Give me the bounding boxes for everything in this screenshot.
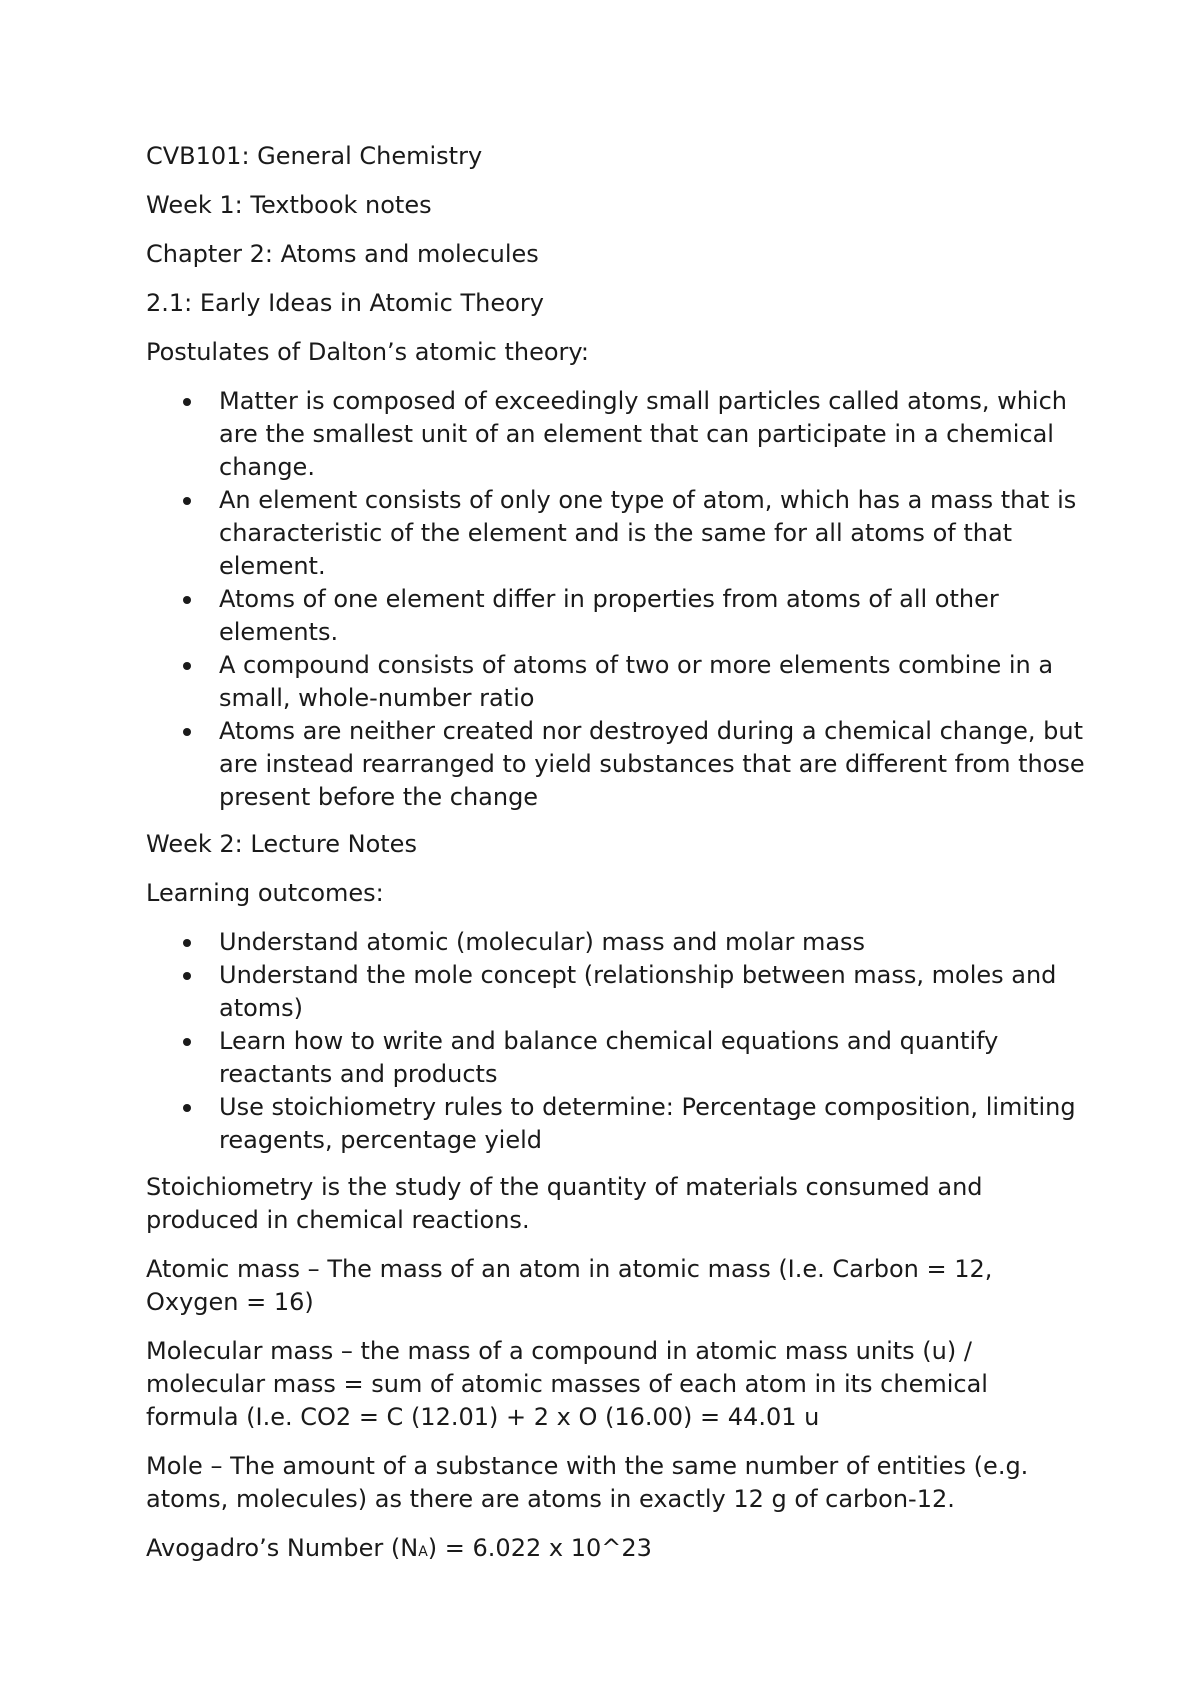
avogadro-number <box>146 1532 1086 1569</box>
list-item: Use stoichiometry rules to determine: Percentage composition, limiting reagents, percentage yield <box>146 1091 1086 1157</box>
list-item: An element consists of only one type of atom, which has a mass that is characteristic of the element and is the same for all atoms of that element. <box>146 484 1086 583</box>
avogadro-prefix: Avogadro’s Number (N <box>146 1534 419 1562</box>
outcomes-list <box>146 926 1086 1157</box>
mole-definition: Mole – The amount of a substance with the same number of entities (e.g. atoms, molecules) as there are atoms in exactly 12 g of carbon-12. <box>146 1452 1029 1513</box>
molecular-mass-definition: Molecular mass – the mass of a compound in atomic mass units (u) / molecular mass = sum of atomic masses of each atom in its chemical formula (I.e. CO2 = C (12.01) + 2 x O (16.00) = 44.01 u <box>146 1337 988 1431</box>
list-item: Learn how to write and balance chemical equations and quantify reactants and products <box>146 1025 1086 1091</box>
atomic-mass-definition: Atomic mass – The mass of an atom in atomic mass (I.e. Carbon = 12, Oxygen = 16) <box>146 1255 993 1316</box>
list-item: Atoms are neither created nor destroyed during a chemical change, but are instead rearranged to yield substances that are different from those present before the change <box>146 715 1086 814</box>
list-item: Matter is composed of exceedingly small particles called atoms, which are the smallest unit of an element that can participate in a chemical change. <box>146 385 1086 484</box>
list-item: Atoms of one element differ in properties from atoms of all other elements. <box>146 583 1086 649</box>
stoichiometry-definition: Stoichiometry is the study of the quantity of materials consumed and produced in chemical reactions. <box>146 1173 983 1234</box>
postulates-intro: Postulates of Dalton’s atomic theory: <box>146 338 589 366</box>
list-item: Understand atomic (molecular) mass and molar mass <box>146 926 1086 959</box>
avogadro-subscript: A <box>418 1544 428 1560</box>
course-title: CVB101: General Chemistry <box>146 142 483 170</box>
outcomes-intro: Learning outcomes: <box>146 879 384 907</box>
section-heading: 2.1: Early Ideas in Atomic Theory <box>146 289 544 317</box>
avogadro-value: ) = 6.022 x 10^23 <box>427 1534 652 1562</box>
postulates-list <box>146 385 1086 814</box>
chapter-heading: Chapter 2: Atoms and molecules <box>146 240 539 268</box>
document-page <box>146 140 1086 1585</box>
list-item: Understand the mole concept (relationship between mass, moles and atoms) <box>146 959 1086 1025</box>
list-item: A compound consists of atoms of two or more elements combine in a small, whole-number ratio <box>146 649 1086 715</box>
week1-heading: Week 1: Textbook notes <box>146 191 432 219</box>
week2-heading: Week 2: Lecture Notes <box>146 830 417 858</box>
